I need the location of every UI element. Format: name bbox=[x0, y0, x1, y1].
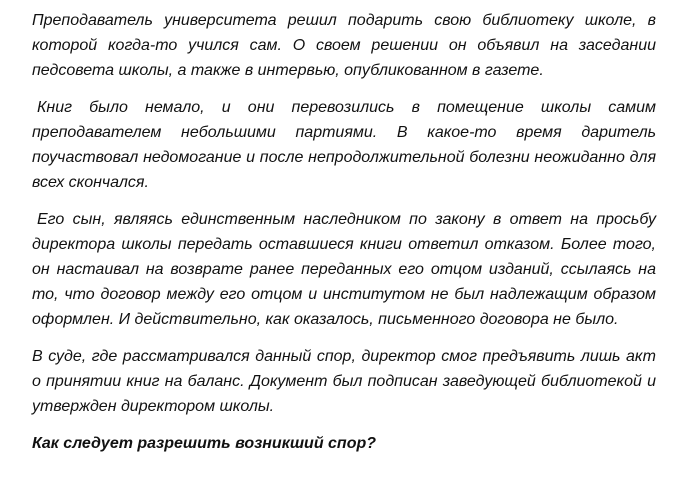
case-question: Как следует разрешить возникший спор? bbox=[32, 435, 377, 452]
paragraph-gift-announcement: Преподаватель университета решил подарить свою библиотеку школе, в которой когда-то учился сам. О своем решении он объявил на заседании педсовета школы, а также в интервью, опубликованном в газете. bbox=[32, 12, 656, 79]
paragraph-court-case: В суде, где рассматривался данный спор, директор смог предъявить лишь акт о принятии книг на баланс. Документ был подписан заведующей библиотекой и утвержден директором школы. bbox=[32, 348, 656, 415]
document-body bbox=[32, 8, 656, 456]
paragraph-heir-refusal: Его сын, являясь единственным наследником по закону в ответ на просьбу директора школы передать оставшиеся книги ответил отказом. Более того, он настаивал на возврате ранее переданных его отцом изданий, ссылаясь на то, что договор между его отцом и институтом не был надлежащим образом оформлен. И действительно, как оказалось, письменного договора не было. bbox=[32, 211, 656, 328]
paragraph-book-transfer: Книг было немало, и они перевозились в помещение школы самим преподавателем небольшими партиями. В какое-то время даритель поучаствовал недомогание и после непродолжительной болезни неожиданно для всех скончался. bbox=[32, 99, 656, 191]
